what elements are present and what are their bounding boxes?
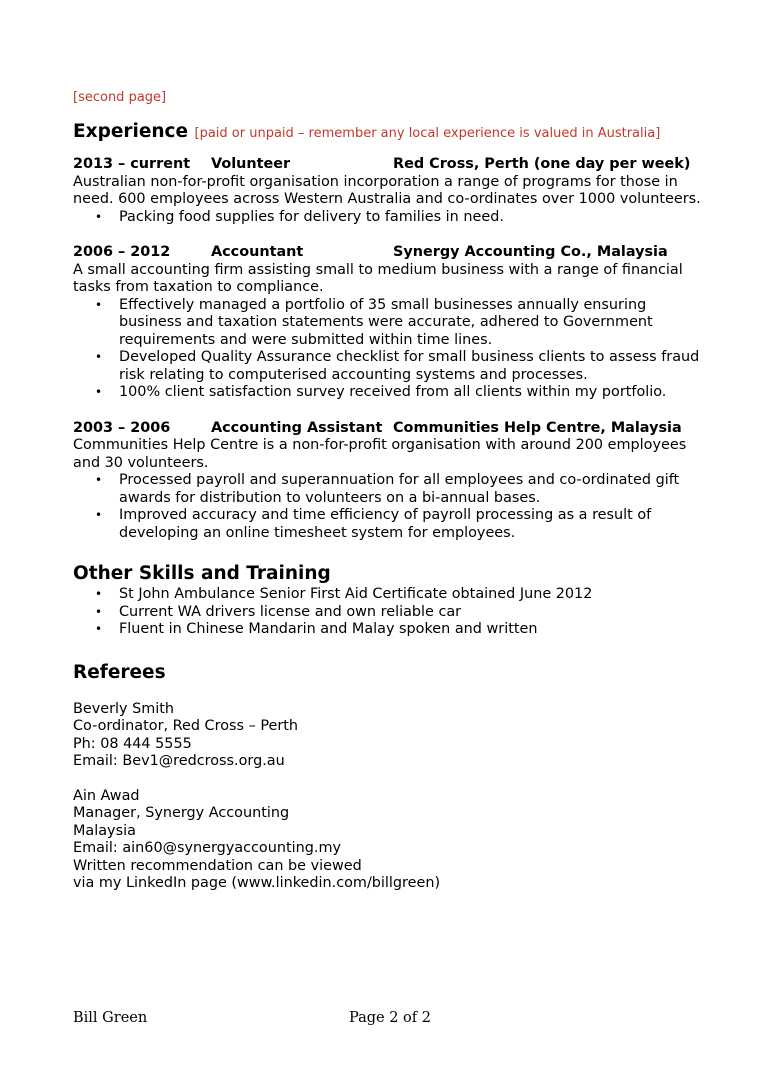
job-bullet: • Packing food supplies for delivery to families in need.: [95, 208, 504, 225]
bullet-icon: •: [95, 209, 103, 224]
footer-name: Bill Green: [73, 1010, 148, 1026]
skill-item: • St John Ambulance Senior First Aid Certificate obtained June 2012: [95, 586, 593, 602]
job-entry: [73, 156, 713, 226]
page-label: [second page]: [73, 90, 167, 105]
bullet-icon: •: [95, 587, 103, 601]
experience-note: [paid or unpaid – remember any local experience is valued in Australia]: [194, 126, 661, 141]
referee-entry: [73, 701, 713, 771]
job-bullet: • Processed payroll and superannuation for all employees and co-ordinated gift awards for distribution to volunteers on a bi-annual bases.: [95, 472, 680, 506]
referees-heading: Referees: [73, 661, 166, 683]
job-header: [73, 244, 713, 262]
job-role: Accounting Assistant: [211, 419, 383, 436]
job-bullet: • Developed Quality Assurance checklist for small business clients to assess fraud risk relating to computerised accounting systems and processes.: [95, 349, 700, 383]
job-description: Australian non-for-profit organisation incorporation a range of programs for those in need. 600 employees across Western Australia and co-ordinates over 1000 volunteers.: [73, 173, 701, 207]
referee-email: Email: ain60@synergyaccounting.my: [73, 840, 341, 856]
job-role: Volunteer: [211, 156, 291, 172]
job-dates: 2013 – current: [73, 156, 191, 172]
bullet-icon: •: [95, 297, 103, 312]
job-entry: [73, 420, 713, 543]
footer-page-number: Page 2 of 2: [349, 1010, 431, 1026]
job-bullets: [73, 297, 713, 402]
job-bullets: [73, 472, 713, 542]
skill-item: • Fluent in Chinese Mandarin and Malay spoken and written: [95, 621, 538, 637]
bullet-icon: •: [95, 385, 103, 399]
referee-entry: [73, 788, 713, 893]
referee-phone: Ph: 08 444 5555: [73, 735, 192, 752]
bullet-icon: •: [95, 508, 103, 522]
bullet-icon: •: [95, 604, 103, 619]
referee-note: via my LinkedIn page (www.linkedin.com/billgreen): [73, 875, 441, 891]
job-bullet: • Effectively managed a portfolio of 35 small businesses annually ensuring business and taxation statements were accurate, adhered to Government requirements and were submitted within time lines.: [95, 296, 653, 348]
job-dates: 2003 – 2006: [73, 419, 171, 436]
referee-location: Malaysia: [73, 822, 136, 839]
job-bullets: [73, 209, 713, 227]
job-role: Accountant: [211, 244, 304, 260]
job-bullet: • Improved accuracy and time efficiency of payroll processing as a result of developing an online timesheet system for employees.: [95, 507, 652, 541]
job-description: Communities Help Centre is a non-for-profit organisation with around 200 employees and 30 volunteers.: [73, 437, 687, 471]
referee-position: Manager, Synergy Accounting: [73, 805, 290, 821]
bullet-icon: •: [95, 350, 103, 364]
bullet-icon: •: [95, 473, 103, 487]
job-entry: [73, 244, 713, 402]
referee-email: Email: Bev1@redcross.org.au: [73, 753, 285, 769]
job-org: Synergy Accounting Co., Malaysia: [393, 244, 668, 260]
referee-position: Co-ordinator, Red Cross – Perth: [73, 718, 299, 734]
job-bullet: • 100% client satisfaction survey received from all clients within my portfolio.: [95, 384, 667, 400]
skills-heading: Other Skills and Training: [73, 563, 331, 584]
experience-heading: [73, 120, 713, 146]
referee-name: Ain Awad: [73, 787, 140, 804]
bullet-icon: •: [95, 622, 103, 636]
job-header: [73, 156, 713, 174]
skills-list: [73, 586, 713, 639]
skill-item: • Current WA drivers license and own reliable car: [95, 603, 462, 620]
job-org: Communities Help Centre, Malaysia: [393, 419, 682, 436]
job-description: A small accounting firm assisting small to medium business with a range of financial tasks from taxation to compliance.: [73, 261, 683, 295]
experience-title: Experience: [73, 121, 189, 142]
job-org: Red Cross, Perth (one day per week): [393, 156, 691, 172]
referee-note: Written recommendation can be viewed: [73, 857, 362, 874]
job-dates: 2006 – 2012: [73, 244, 171, 260]
referee-name: Beverly Smith: [73, 700, 175, 717]
job-header: [73, 420, 713, 438]
resume-content: [73, 120, 713, 893]
